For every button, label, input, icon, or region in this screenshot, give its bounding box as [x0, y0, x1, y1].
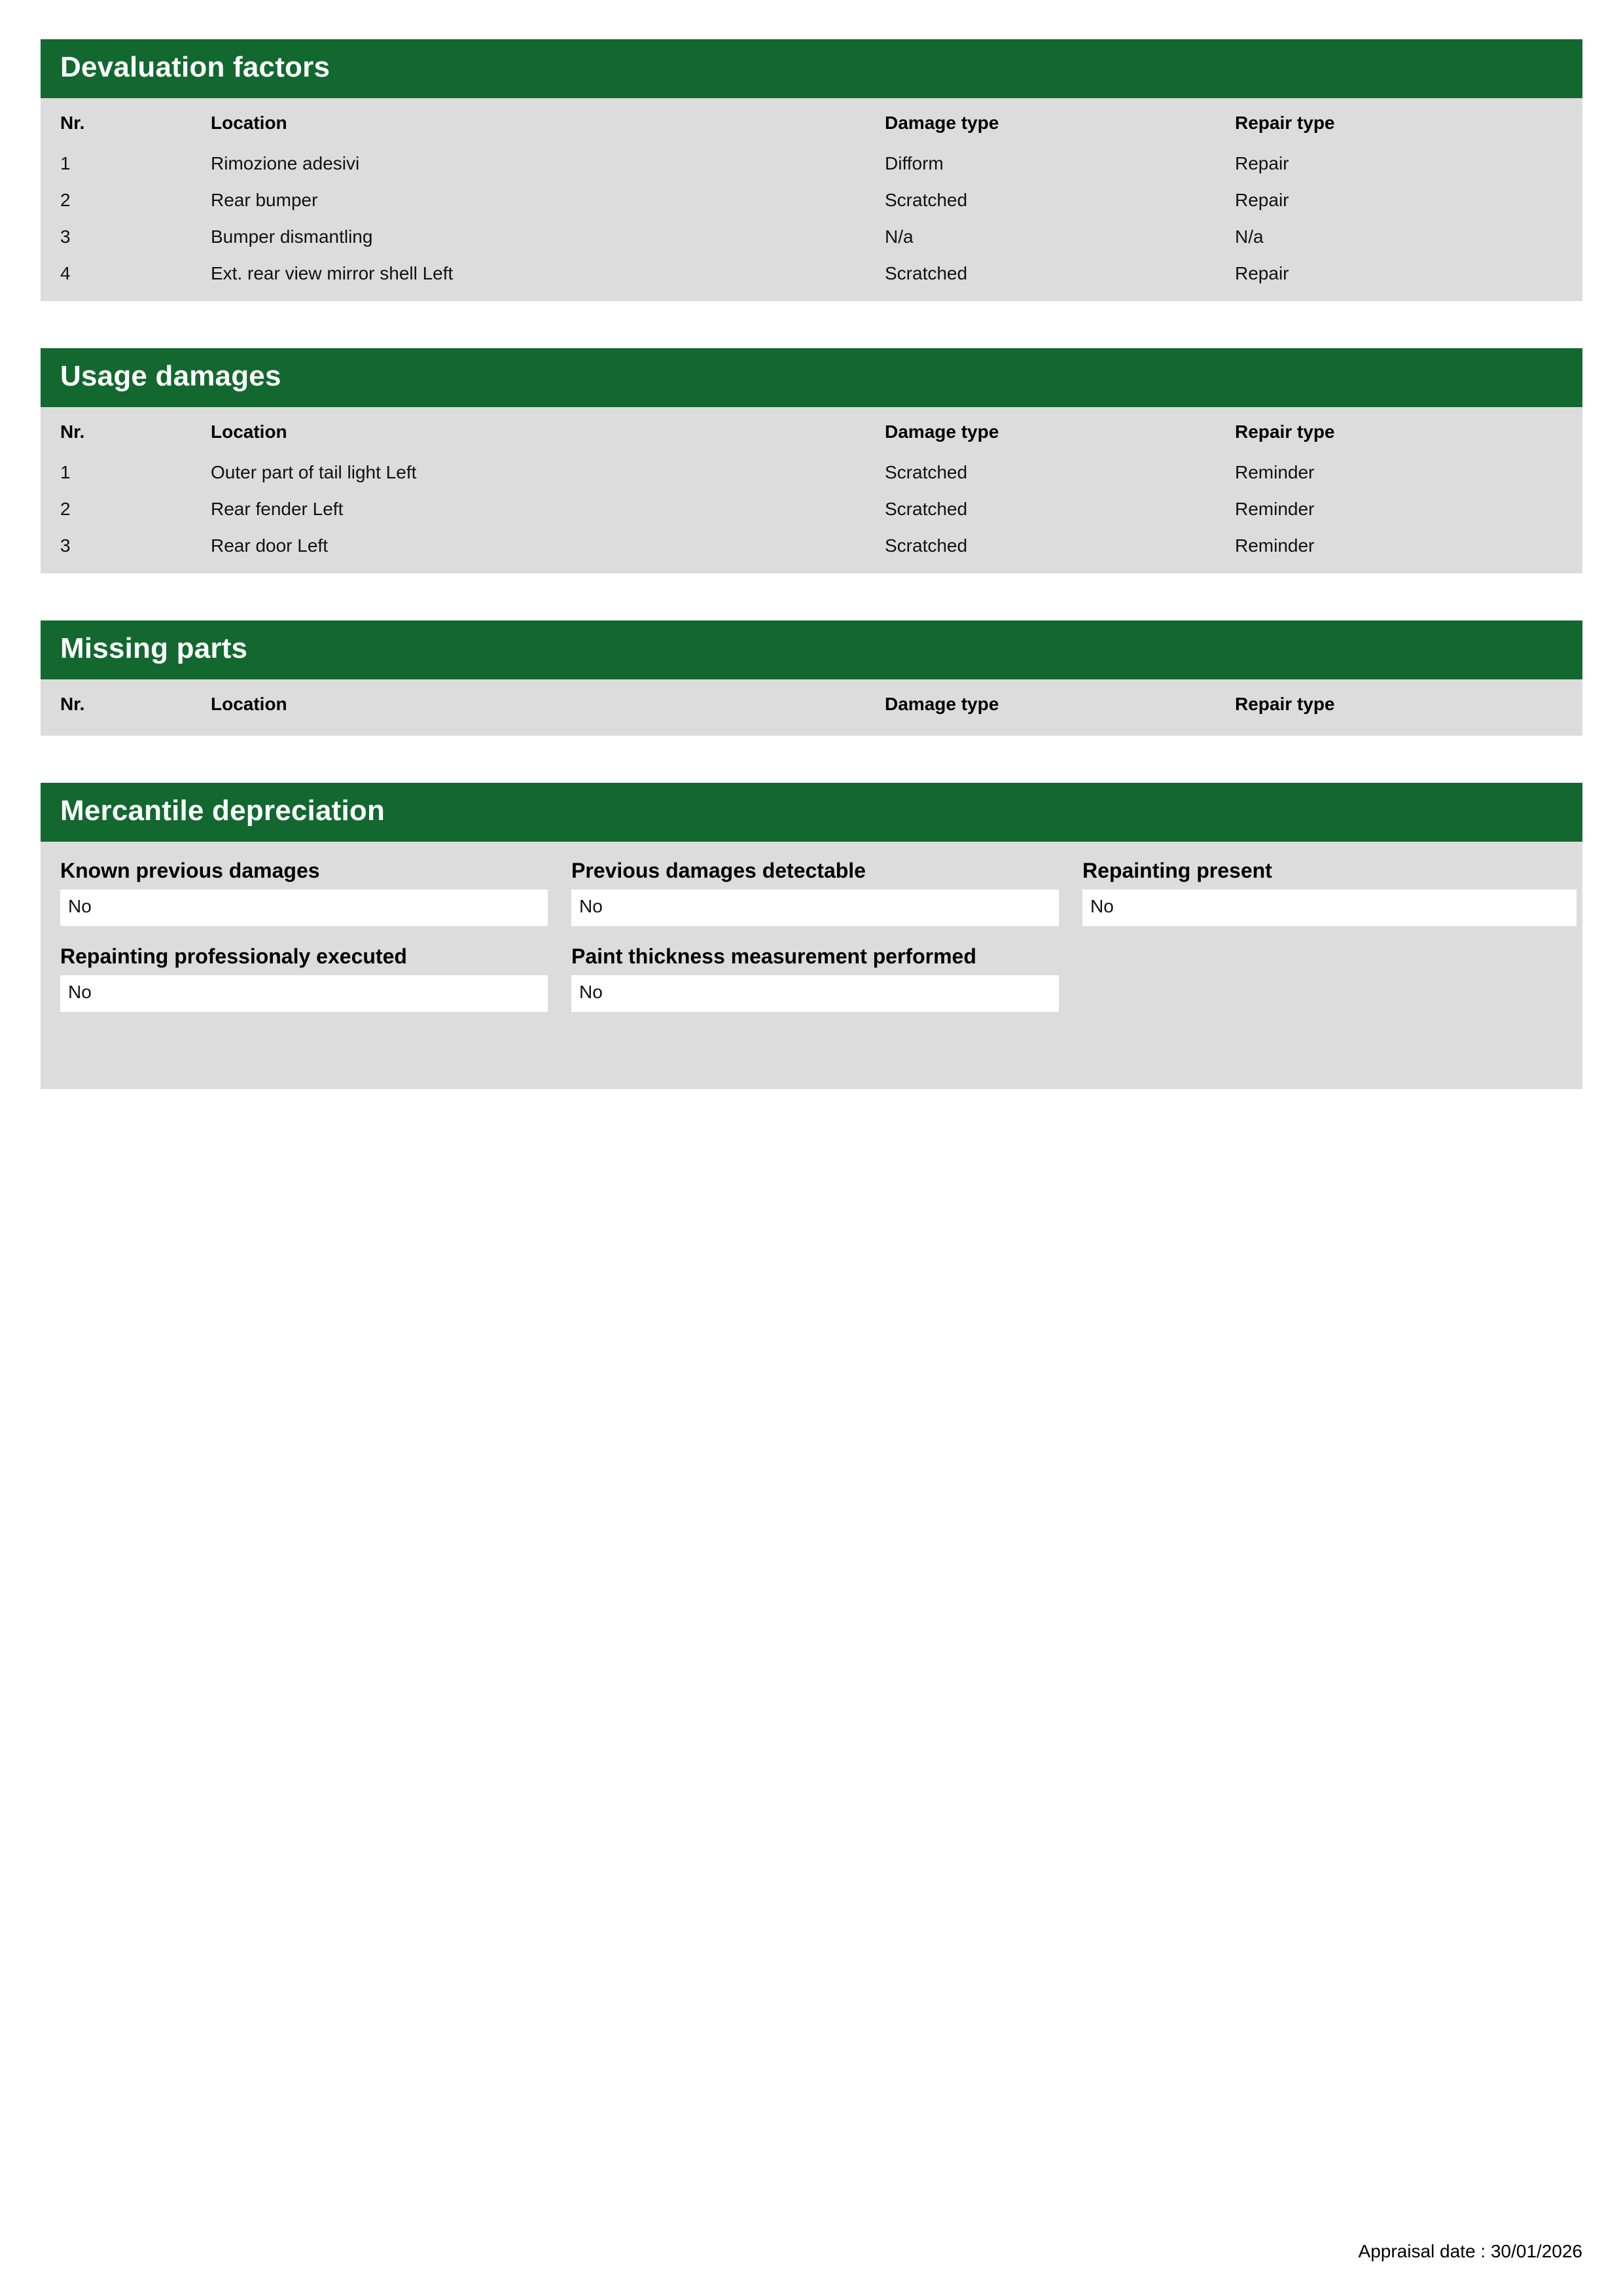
- column-header-repair-type: Repair type: [1235, 113, 1335, 133]
- section-usage-damages: [41, 348, 1582, 573]
- cell-nr: 1: [60, 462, 71, 482]
- cell-repair-type: Reminder: [1235, 499, 1315, 519]
- table-row: [41, 491, 1582, 528]
- cell-repair-type: Reminder: [1235, 535, 1315, 556]
- cell-nr: 3: [60, 535, 71, 556]
- cell-location: Outer part of tail light Left: [211, 462, 417, 482]
- field-previous-damages-detectable: [571, 859, 1059, 926]
- section-title-mercantile-depreciation: Mercantile depreciation: [41, 783, 1582, 842]
- cell-nr: 3: [60, 226, 71, 247]
- cell-repair-type: Reminder: [1235, 462, 1315, 482]
- footer-appraisal-date: Appraisal date : 30/01/2026: [1358, 2241, 1582, 2261]
- mercantile-body: [41, 842, 1582, 1089]
- cell-nr: 2: [60, 190, 71, 210]
- field-value-paint-thickness-measurement-performed[interactable]: No: [571, 975, 1059, 1012]
- cell-damage-type: Scratched: [885, 263, 968, 283]
- field-value-repainting-present[interactable]: No: [1082, 889, 1577, 926]
- cell-location: Rear fender Left: [211, 499, 344, 519]
- devaluation-table-wrap: [41, 98, 1582, 301]
- cell-repair-type: N/a: [1235, 226, 1264, 247]
- field-value-repainting-professionaly-executed[interactable]: No: [60, 975, 548, 1012]
- section-missing-parts: [41, 620, 1582, 736]
- field-value-previous-damages-detectable[interactable]: No: [571, 889, 1059, 926]
- table-header-row: [41, 407, 1582, 454]
- table-header-row: [41, 98, 1582, 145]
- field-label-previous-damages-detectable: Previous damages detectable: [571, 859, 866, 882]
- table-row: [41, 528, 1582, 564]
- table-row: [41, 454, 1582, 491]
- cell-location: Rear door Left: [211, 535, 328, 556]
- column-header-damage-type: Damage type: [885, 422, 999, 442]
- field-label-paint-thickness-measurement-performed: Paint thickness measurement performed: [571, 944, 976, 968]
- column-header-location: Location: [211, 113, 287, 133]
- usage-table-wrap: [41, 407, 1582, 573]
- cell-location: Ext. rear view mirror shell Left: [211, 263, 454, 283]
- field-label-repainting-professionaly-executed: Repainting professionaly executed: [60, 944, 407, 968]
- column-header-location: Location: [211, 422, 287, 442]
- mercantile-row-1: [60, 859, 1563, 926]
- cell-damage-type: Difform: [885, 153, 944, 173]
- table-row: [41, 182, 1582, 219]
- missing-table-wrap: [41, 679, 1582, 736]
- section-title-usage-damages: Usage damages: [41, 348, 1582, 407]
- cell-repair-type: Repair: [1235, 263, 1289, 283]
- field-known-previous-damages: [60, 859, 548, 926]
- cell-repair-type: Repair: [1235, 153, 1289, 173]
- cell-damage-type: Scratched: [885, 535, 968, 556]
- cell-location: Bumper dismantling: [211, 226, 373, 247]
- cell-nr: 1: [60, 153, 71, 173]
- field-paint-thickness-measurement-performed: [571, 944, 1059, 1012]
- table-row: [41, 255, 1582, 292]
- table-row: [41, 145, 1582, 182]
- cell-nr: 2: [60, 499, 71, 519]
- column-header-repair-type: Repair type: [1235, 694, 1335, 714]
- cell-nr: 4: [60, 263, 71, 283]
- cell-damage-type: N/a: [885, 226, 914, 247]
- table-row: [41, 219, 1582, 255]
- column-header-damage-type: Damage type: [885, 113, 999, 133]
- field-label-repainting-present: Repainting present: [1082, 859, 1272, 882]
- section-title-devaluation-factors: Devaluation factors: [41, 39, 1582, 98]
- cell-damage-type: Scratched: [885, 499, 968, 519]
- field-repainting-professionaly-executed: [60, 944, 548, 1012]
- cell-damage-type: Scratched: [885, 462, 968, 482]
- column-header-damage-type: Damage type: [885, 694, 999, 714]
- devaluation-table: [41, 98, 1582, 292]
- section-title-missing-parts: Missing parts: [41, 620, 1582, 679]
- section-mercantile-depreciation: [41, 783, 1582, 1089]
- column-header-nr: Nr.: [60, 422, 85, 442]
- cell-damage-type: Scratched: [885, 190, 968, 210]
- section-devaluation-factors: [41, 39, 1582, 301]
- field-value-known-previous-damages[interactable]: No: [60, 889, 548, 926]
- table-header-row: [41, 679, 1582, 726]
- column-header-repair-type: Repair type: [1235, 422, 1335, 442]
- cell-location: Rimozione adesivi: [211, 153, 360, 173]
- field-label-known-previous-damages: Known previous damages: [60, 859, 320, 882]
- column-header-nr: Nr.: [60, 113, 85, 133]
- column-header-nr: Nr.: [60, 694, 85, 714]
- cell-repair-type: Repair: [1235, 190, 1289, 210]
- field-repainting-present: [1082, 859, 1577, 926]
- usage-table: [41, 407, 1582, 564]
- cell-location: Rear bumper: [211, 190, 318, 210]
- missing-table: [41, 679, 1582, 726]
- column-header-location: Location: [211, 694, 287, 714]
- mercantile-row-2: [60, 944, 1563, 1012]
